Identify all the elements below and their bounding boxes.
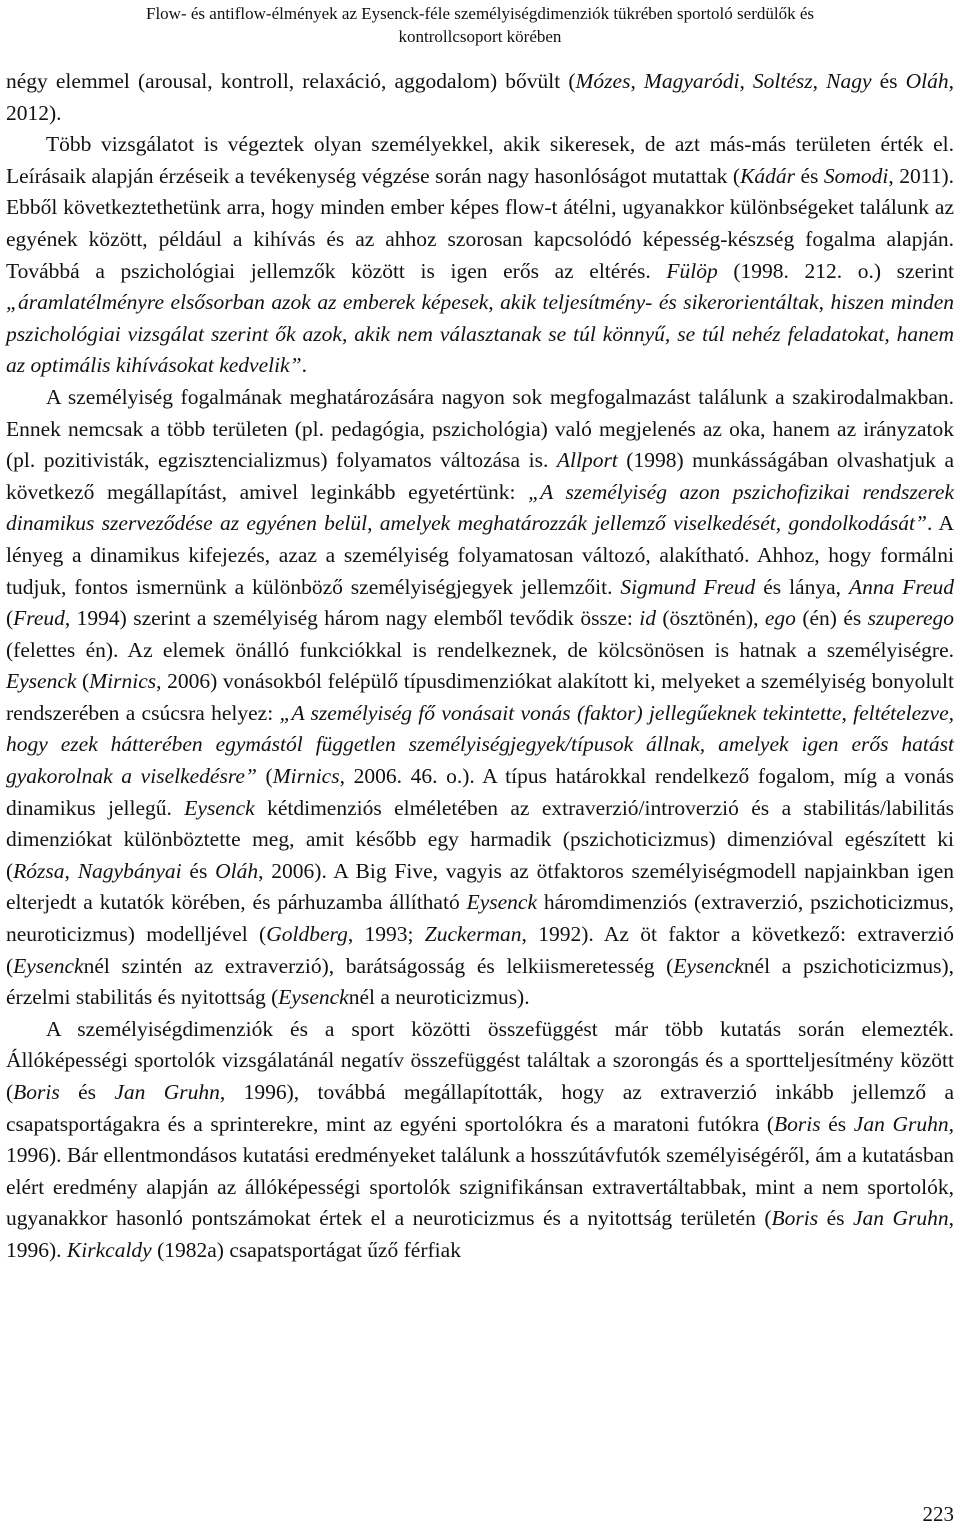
text-run: , 2006) vonásokból felépülő típusdimenziókat alakított ki, melyeket a személyiség bonyolult rendszerében a csúcsra helyez: <box>6 669 954 725</box>
paragraph-4 <box>6 1014 954 1267</box>
text-run: , 2006. 46. o.). A típus határokkal rendelkező fogalom, míg a vonás dinamikus jellegű. <box>6 764 954 820</box>
text-run: négy elemmel (arousal, kontroll, relaxáció, aggodalom) bővült ( <box>6 69 576 93</box>
italic-text-run: Eysenck <box>673 953 744 978</box>
text-run: (1998. 212. o.) szerint <box>717 258 954 283</box>
text-run: , <box>739 69 753 93</box>
text-run: (én) és <box>795 606 868 631</box>
italic-text-run: Soltész <box>752 69 813 93</box>
italic-text-run: Mirnics <box>89 669 157 694</box>
italic-text-run: Eysenck <box>13 953 84 978</box>
italic-text-run: Jan Gruhn <box>853 1111 949 1136</box>
text-run: , 1996), továbbá megállapították, hogy az extraverzió inkább jellemző a csapatsportágakra és a sprinterekre, mint az egyéni sportolókra és a maratoni futókra ( <box>6 1080 954 1136</box>
running-header-line-2: kontrollcsoport körében <box>398 27 562 46</box>
text-run: ( <box>256 764 273 789</box>
text-run: és <box>818 1206 853 1231</box>
text-run: (ösztönén), <box>655 606 765 631</box>
italic-text-run: Oláh <box>215 858 259 883</box>
text-run: A személyiség fogalmának meghatározására nagyon sok megfogalmazást találunk a szakirodalmakban. Ennek nemcsak a több területen (pl. pedagógia, pszichológia) való megjelenés az oka, hanem az irányzatok (pl. pozitivisták, egzisztencializmus) folyamatos változása is. <box>6 384 954 473</box>
text-run: nél a pszichoticizmus), érzelmi stabilitás és nyitottság ( <box>6 953 955 1010</box>
italic-text-run: Eysenck <box>6 669 77 694</box>
text-run: , 1993; <box>347 922 425 947</box>
text-run: háromdimenziós (extraverzió, pszichoticizmus, neuroticizmus) modelljével ( <box>6 890 954 947</box>
text-run: nél a neuroticizmus). <box>348 985 530 1010</box>
running-header-line-1: Flow- és antiflow-élmények az Eysenck-féle személyiségdimenziók tükrében sportoló serdülők és <box>146 4 814 23</box>
text-run: és <box>871 69 906 93</box>
italic-text-run: Nagy <box>826 69 872 93</box>
text-run: (felettes én). Az elemek önálló funkciókkal is rendelkeznek, de kölcsönösen is hatnak a személyiségre. <box>6 637 954 662</box>
italic-text-run: Somodi <box>823 163 889 188</box>
text-run: , 1996). Bár ellentmondásos kutatási eredményeket találunk a hosszútávfutók személyiségéről, ám a kutatásban elért eredmény alapján az állóképességi sportolók szignifikánsan extravertáltabbak, mint a nem sportolók, ugyanakkor hasonló pontszámokat értek el a neuroticizmus és a nyitottság területén ( <box>6 1111 954 1231</box>
text-run: , 1992). Az öt faktor a következő: extraverzió ( <box>6 922 955 978</box>
text-run: , 1994) szerint a személyiség három nagy elemből tevődik össze: <box>64 606 640 631</box>
body-text <box>6 66 954 1267</box>
text-run: , 2006). A Big Five, vagyis az ötfaktoros személyiségmodell napjainkban igen elterjedt a kutatók körében, és párhuzamba állítható <box>6 858 955 915</box>
italic-text-run: Goldberg <box>266 922 348 947</box>
italic-text-run: Anna Freud <box>848 574 955 599</box>
italic-text-run: Boris <box>13 1080 60 1104</box>
paragraph-1 <box>6 66 954 129</box>
text-run: (1982a) csapatsportágat űző férfiak <box>151 1237 461 1262</box>
text-run: , <box>630 69 644 93</box>
italic-text-run: Mirnics <box>272 764 340 789</box>
page-number: 223 <box>922 1502 954 1526</box>
italic-text-run: Rózsa <box>13 858 65 883</box>
text-run: és <box>181 858 216 883</box>
italic-text-run: Boris <box>771 1206 819 1231</box>
italic-text-run: Kirkcaldy <box>66 1237 152 1262</box>
text-run: , <box>812 69 827 93</box>
paragraph-2 <box>6 129 954 382</box>
italic-text-run: Eysenck <box>184 795 255 820</box>
text-run: és <box>820 1111 854 1136</box>
italic-text-run: Oláh <box>905 69 949 93</box>
text-run: A személyiségdimenziók és a sport közötti összefüggést már több kutatás során elemezték. Állóképességi sportolók vizsgálatánál negatív összefüggést találtak a szorongás és a sportteljesítmény között ( <box>6 1016 954 1104</box>
text-run: . <box>301 353 307 378</box>
italic-text-run: Mózes <box>575 69 631 93</box>
text-run: és <box>795 163 824 188</box>
italic-text-run: Magyaródi <box>643 69 740 93</box>
italic-text-run: Sigmund Freud <box>620 574 756 599</box>
text-run: . A lényeg a dinamikus kifejezés, azaz a személyiség folyamatosan változó, alakítható. Ahhoz, hogy formálni tudjuk, fontos ismernünk a különböző személyiségjegyek jellemzőit. <box>6 511 954 599</box>
paragraph-3 <box>6 382 954 1014</box>
italic-text-run: Nagybányai <box>77 858 182 883</box>
italic-text-run: Allport <box>556 448 618 473</box>
italic-text-run: Jan Gruhn <box>114 1080 220 1104</box>
text-run: ( <box>6 606 14 631</box>
italic-text-run: ego <box>764 606 796 631</box>
italic-text-run: id <box>639 606 656 631</box>
text-run: nél szintén az extraverzió), barátságosság és lelkiismeretesség ( <box>83 953 674 978</box>
italic-text-run: „A személyiség azon pszichofizikai rendszerek dinamikus szerveződése az egyénen belül, amelyek meghatározzák jellemző viselkedését, gondolkodását” <box>6 479 954 536</box>
text-run: és <box>59 1080 115 1104</box>
text-run: ( <box>76 669 90 694</box>
text-run: kétdimenziós elméletében az extraverzió/introverzió és a stabilitás/labilitás dimenziókat különböztette meg, amit később egy harmadik (pszichoticizmus) dimenzióval egészített ki ( <box>6 795 954 883</box>
italic-text-run: „A személyiség fő vonásait vonás (faktor) jellegűeknek tekintette, feltételezve, hogy ezek hátterében egymástól független személyiségjegyek/típusok állnak, amelyek igen erős hatást gyakorolnak a viselkedésre” <box>6 700 954 789</box>
italic-text-run: „áramlatélményre elsősorban azok az emberek képesek, akik teljesítmény- és sikerorientáltak, hiszen minden pszichológiai vizsgálat szerint ők azok, akik nem választanak se túl könnyű, se túl nehéz feladatokat, hanem az optimális kihívásokat kedvelik” <box>6 290 954 378</box>
italic-text-run: Eysenck <box>278 985 349 1010</box>
text-run: , 2012). <box>6 69 954 125</box>
italic-text-run: Freud <box>13 606 65 631</box>
running-header <box>0 2 960 48</box>
text-run: és lánya, <box>755 574 849 599</box>
italic-text-run: szuperego <box>867 606 955 631</box>
text-run: , 2011). Ebből következtethetünk arra, hogy minden ember képes flow-t átélni, ugyanakkor különbségeket találunk az egyének között, például a kihívás és az ahhoz szorosan kapcsolódó képesség-készség fogalma alapján. Továbbá a pszichológiai jellemzők között is igen erős az eltérés. <box>6 163 954 283</box>
text-run: , <box>64 858 78 883</box>
italic-text-run: Zuckerman <box>424 922 522 947</box>
italic-text-run: Kádár <box>740 163 796 188</box>
italic-text-run: Eysenck <box>466 890 537 915</box>
text-run: (1998) munkásságában olvashatjuk a következő megállapítást, amivel leginkább egyetértünk: <box>6 448 954 504</box>
text-run: , 1996). <box>6 1206 955 1262</box>
italic-text-run: Jan Gruhn <box>852 1206 949 1231</box>
text-run: Több vizsgálatot is végeztek olyan személyekkel, akik sikeresek, de azt más-más területen érték el. Leírásaik alapján érzéseik a tevékenység végzése során nagy hasonlóságot mutattak ( <box>6 132 954 188</box>
italic-text-run: Fülöp <box>666 258 718 283</box>
italic-text-run: Boris <box>774 1111 821 1136</box>
